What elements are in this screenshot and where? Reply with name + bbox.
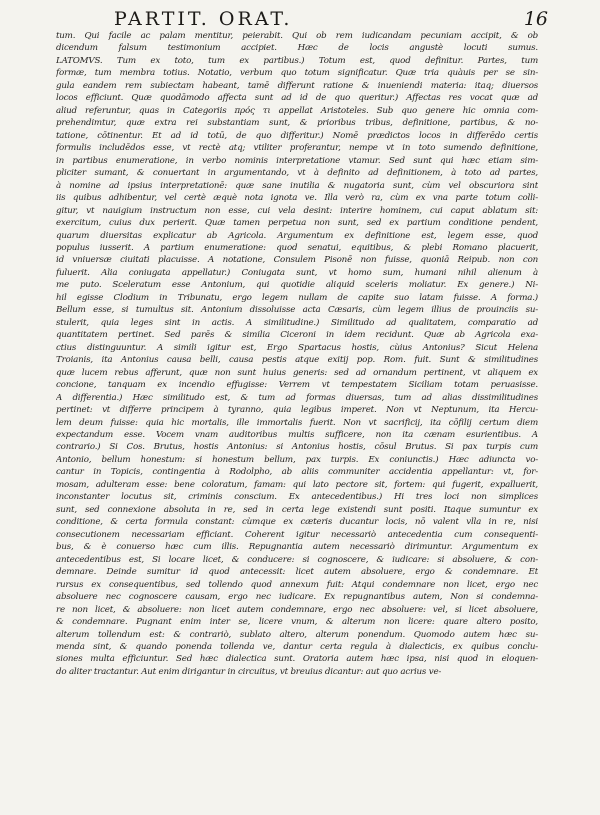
text-line: demnare. Deinde sumitur id quod antecessit: licet autem absoluere, ergo & condemnare. Et — [56, 567, 538, 578]
text-line: concione, tanquam ex incendio effugisse: Verrem vt tempestatem Siciliam totam peruasisse. — [56, 380, 538, 391]
text-line: à nomine ad ipsius interpretationē: quæ sane inutilia & nugatoria sunt, cùm vel obscuriora sint — [56, 180, 538, 191]
body-text — [56, 30, 538, 678]
text-line: in partibus enumeratione, in verbo nominis interpretatione vtamur. Sed sunt qui hæc etiam sim- — [56, 155, 538, 166]
text-line: LATOMVS. Tum ex toto, tum ex partibus.) Totum est, quod definitur. Partes, tum — [56, 55, 538, 66]
text-line: menda sint, & quando ponenda tollenda ve, dantur certa regula à dialecticis, ex quibus conclu- — [56, 641, 538, 652]
text-line: Antonio, bellum honestum: si honestum bellum, pax turpis. Ex coniunctis.) Hæc adiuncta vo- — [56, 454, 538, 465]
text-line: antecedentibus est, Si locare licet, & conducere: si cognoscere, & iudicare: si absoluere, & con- — [56, 554, 538, 565]
text-line: prehendimtur, quæ extra rei substantiam sunt, & prioribus tribus, definitione, partibus, & no- — [56, 118, 538, 129]
page-number: 16 — [523, 8, 548, 30]
text-line: & condemnare. Pugnant enim inter se, licere vnum, & alterum non licere: quare altero posito, — [56, 617, 538, 628]
text-line: exercitum, cuius dux perierit. Quæ tamen perpetua non sunt, sed ex partium conditione pendent, — [56, 218, 538, 229]
text-line: gitur, vt nauigium instructum non esse, cui vela desint: interire hominem, cui caput ablatum sit: — [56, 205, 538, 216]
text-line: pliciter sumant, & conuertant in argumentando, vt à definito ad definitionem, à toto ad partes, — [56, 168, 538, 179]
text-line: lem deum fuisse: quia hic mortalis, ille immortalis fuerit. Non vt sacrificij, ita cōfilij certum diem — [56, 417, 538, 428]
text-line: Troianis, ita Antonius causa belli, causa pestis atque exitij pop. Rom. fuit. Sunt & similitudines — [56, 355, 538, 366]
text-line: formulis includēdos esse, vt rectè atq; vtiliter proferantur, nempe vt in toto sumendo definitione, — [56, 143, 538, 154]
text-line: quæ lucem rebus afferunt, quæ non sunt huius generis: sed ad ornandum pertinent, vt aliquem ex — [56, 367, 538, 378]
running-title: PARTIT. ORAT. — [114, 8, 293, 30]
text-line: mosam, adulteram esse: bene coloratum, famam: qui lato pectore sit, fortem: qui fugerit, expalluerit, — [56, 479, 538, 490]
text-line: hil egisse Clodium in Tribunatu, ergo legem nullam de capite suo latam fuisse. A forma.) — [56, 292, 538, 303]
text-line: ctius distinguuntur. A simili igitur est, Ergo Spartacus hostis, cùius Antonius? Sicut Helena — [56, 342, 538, 353]
text-line: alterum tollendum est: & contrariò, sublato altero, alterum ponendum. Quomodo autem hæc su- — [56, 629, 538, 640]
text-line: stulerit, quia leges sint in actis. A similitudine.) Similitudo ad qualitatem, comparatio ad — [56, 317, 538, 328]
text-line: quantitatem pertinet. Sed parēs & similia Ciceroni in idem recidunt. Quæ ab Agricola exa- — [56, 330, 538, 341]
text-line: cantur in Topicis, contingentia à Rodolpho, ab aliis communiter accidentia appellantur: vt, for- — [56, 467, 538, 478]
text-line: expectandum esse. Vocem vnam auditoribus multis sufficere, non ita cænam esurientibus. A — [56, 430, 538, 440]
text-line: bus, & è conuerso hæc cum illis. Repugnantia autem necessariò dirimuntur. Argumentum ex — [56, 542, 538, 553]
text-line: A differentia.) Hæc similitudo est, & tum ad formas diuersas, tum ad alias dissimilitudines — [56, 392, 538, 403]
text-line: siones multa efficiuntur. Sed hæc dialectica sunt. Oratoria autem hæc ipsa, nisi quod in eloquen- — [56, 654, 538, 665]
text-line: locos efficiunt. Quæ quodāmodo affecta sunt ad id de quo queritur.) Affectas res vocat quæ ad — [56, 93, 538, 104]
text-line: conditione, & certa formula constant: cùmque ex cæteris ducantur locis, nō valent vlla in re, nisi — [56, 517, 538, 528]
text-line: pertinet: vt differre principem à tyranno, quia legibus imperet. Non vt Neptunum, ita Hercu- — [56, 405, 538, 416]
text-line: re non licet, & absoluere: non licet autem condemnare, ergo nec absoluere: vel, si licet absoluere, — [56, 604, 538, 615]
text-line: tum. Qui facile ac palam mentitur, peierabit. Qui ob rem iudicandam pecuniam accipit, & ob — [56, 31, 538, 41]
text-line: consecutionem necessariam efficiant. Coherent igitur necessariò antecedentia cum consequenti- — [56, 529, 538, 540]
text-line: absoluere nec cognoscere causam, ergo nec iudicare. Ex repugnantibus autem, Non si condemna- — [56, 592, 538, 603]
text-line: contrario.) Si Cos. Brutus, hostis Antonius: si Antonius hostis, cōsul Brutus. Si pax turpis cum — [56, 442, 538, 453]
text-line: gula eandem rem subiectam habeant, tamē differunt ratione & inueniendi materia: itaq; diuersos — [56, 80, 538, 91]
text-line: iis quibus adhibentur, vel certè æquè nota ignota ve. Illa verò ra, cùm ex vna parte totum colli- — [56, 193, 538, 204]
text-line: do aliter tractantur. Aut enim dirigantur in circuitus, vt breuius dicantur: aut quo acrius ve- — [56, 666, 442, 677]
text-line: Bellum esse, si tumultus sit. Antonium dissoluisse acta Cæsaris, cùm legem illius de prouinciis su- — [56, 305, 538, 316]
text-line: rursus ex consequentibus, sed tollendo quod annexum fuit: Atqui condemnare non licet, ergo nec — [56, 579, 538, 590]
text-line: sunt, sed connexione absoluta in re, sed in certa lege existendi sunt positi. Itaque sumuntur ex — [56, 504, 538, 515]
text-line: fuluerit. Alia coniugata appellatur.) Coniugata sunt, vt homo sum, humani nihil alienum à — [56, 267, 538, 278]
text-line: quarum diuersitas explicatur ab Agricola. Argumentum ex definitione est, legem esse, quod — [56, 230, 538, 241]
text-line: me puto. Sceleratum esse Antonium, qui quotidie aliquid sceleris moliatur. Ex genere.) Ni- — [56, 280, 538, 291]
text-line: formæ, tum membra totius. Notatio, verbum quo totum significatur. Quæ tria quàuis per se sin- — [56, 68, 538, 79]
text-line: id vniuersæ ciuitati placuisse. A notatione, Consulem Pisonē non fuisse, quoniā Reipub. non con — [56, 255, 538, 266]
text-line: tatione, cōtinentur. Et ad id totū, de quo differitur.) Nomē prædictos locos in differēdo certis — [56, 130, 538, 141]
text-line: populus iusserit. A partium enumeratione: quod senatui, equitibus, & plebi Romano placuerit, — [56, 242, 538, 253]
text-line: dicendum falsum testimonium accipiet. Hæc de locis angustè locuti sumus. — [56, 43, 538, 54]
text-line: aliud referuntur, quas in Categoriis πρός τι appellat Aristoteles. Sub quo genere hic omnia com- — [56, 105, 538, 116]
text-line: inconstanter locutus sit, criminis conscium. Ex antecedentibus.) Hi tres loci non simplices — [56, 492, 538, 503]
